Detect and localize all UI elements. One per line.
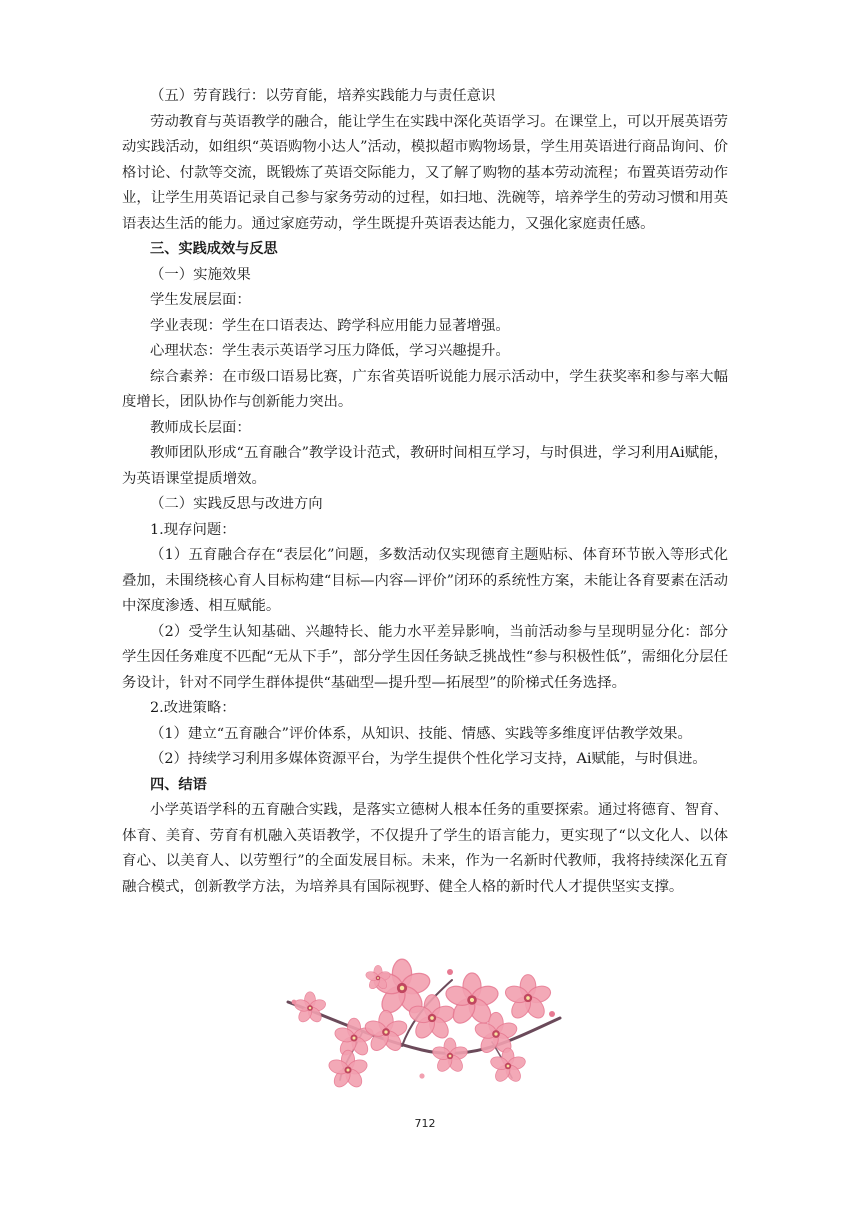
paragraph-psychology: 心理状态：学生表示英语学习压力降低，学习兴趣提升。 (150, 343, 510, 359)
paragraph-strategy-2: （2）持续学习利用多媒体资源平台，为学生提供个性化学习支持，Ai赋能，与时俱进。 (150, 751, 707, 767)
paragraph-issues-title: 1.现存问题： (150, 521, 236, 538)
paragraph-conclusion: 小学英语学科的五育融合实践，是落实立德树人根本任务的重要探索。通过将德育、智育、体育、美育、劳育有机融入英语教学，不仅提升了学生的语言能力，更实现了“以文化人、以体育心、以美育人、以劳塑行”的全面发展目标。未来，作为一名新时代教师，我将持续深化五育融合模式，创新教学方法，为培养具有国际视野、健全人格的新时代人才提供坚实支撑。 (122, 802, 728, 895)
paragraph-academic: 学业表现：学生在口语表达、跨学科应用能力显著增强。 (150, 317, 510, 334)
bud-4 (419, 1073, 424, 1078)
blossom-8 (503, 975, 552, 1022)
bud-1 (549, 1011, 555, 1017)
blossom-10 (431, 1038, 469, 1074)
paragraph-literacy: 综合素养：在市级口语易比赛，广东省英语听说能力展示活动中，学生获奖率和参与率大幅度增长，团队协作与创新能力突出。 (122, 368, 728, 410)
subsection-title-effects: （一）实施效果 (150, 266, 251, 283)
blossom-11 (489, 1048, 527, 1084)
subsection-title-labor: （五）劳育践行：以劳育能，培养实践能力与责任意识 (150, 88, 496, 104)
paragraph-student-level: 学生发展层面： (150, 292, 251, 308)
cherry-blossom-illustration (282, 958, 574, 1094)
page-number: 712 (414, 1117, 436, 1130)
section-heading-results: 三、实践成效与反思 (150, 241, 278, 257)
paragraph-issue-2: （2）受学生认知基础、兴趣特长、能力水平差异影响，当前活动参与呈现明显分化：部分学生因任务难度不匹配“无从下手”，部分学生因任务缺乏挑战性“参与积极性低”，需细化分层任务设计，针对不同学生群体提供“基础型—提升型—拓展型”的阶梯式任务选择。 (122, 623, 728, 691)
paragraph-strategy-1: （1）建立“五育融合”评价体系，从知识、技能、情感、实践等多维度评估教学效果。 (150, 725, 692, 742)
blossom-9 (327, 1050, 369, 1090)
bud-3 (292, 1000, 297, 1005)
subsection-title-reflection: （二）实践反思与改进方向 (150, 496, 323, 512)
paragraph-labor-education: 劳动教育与英语教学的融合，能让学生在实践中深化英语学习。在课堂上，可以开展英语劳动实践活动，如组织“英语购物小达人”活动，模拟超市购物场景，学生用英语进行商品询问、价格讨论、付款等交流，既锻炼了英语交际能力，又了解了购物的基本劳动流程；布置英语劳动作业，让学生用英语记录自己参与家务劳动的过程，如扫地、洗碗等，培养学生的劳动习惯和用英语表达生活的能力。通过家庭劳动，学生既提升英语表达能力，又强化家庭责任感。 (122, 113, 728, 232)
blossom-1 (293, 992, 327, 1024)
bud-2 (447, 969, 453, 975)
paragraph-strategy-title: 2.改进策略： (150, 700, 236, 716)
paragraph-teacher-level: 教师成长层面： (150, 419, 251, 436)
article-body (122, 84, 728, 900)
paragraph-teacher-team: 教师团队形成“五育融合”教学设计范式，教研时间相互学习，与时俱进，学习利用Ai赋能，为英语课堂提质增效。 (122, 445, 728, 487)
blossom-6 (363, 1010, 409, 1053)
section-heading-conclusion: 四、结语 (150, 776, 207, 793)
paragraph-issue-1: （1）五育融合存在“表层化”问题，多数活动仅实现德育主题贴标、体育环节嵌入等形式化叠加，未围绕核心育人目标构建“目标—内容—评价”闭环的系统性方案，未能让各育要素在活动中深度渗透、相互赋能。 (122, 547, 728, 614)
